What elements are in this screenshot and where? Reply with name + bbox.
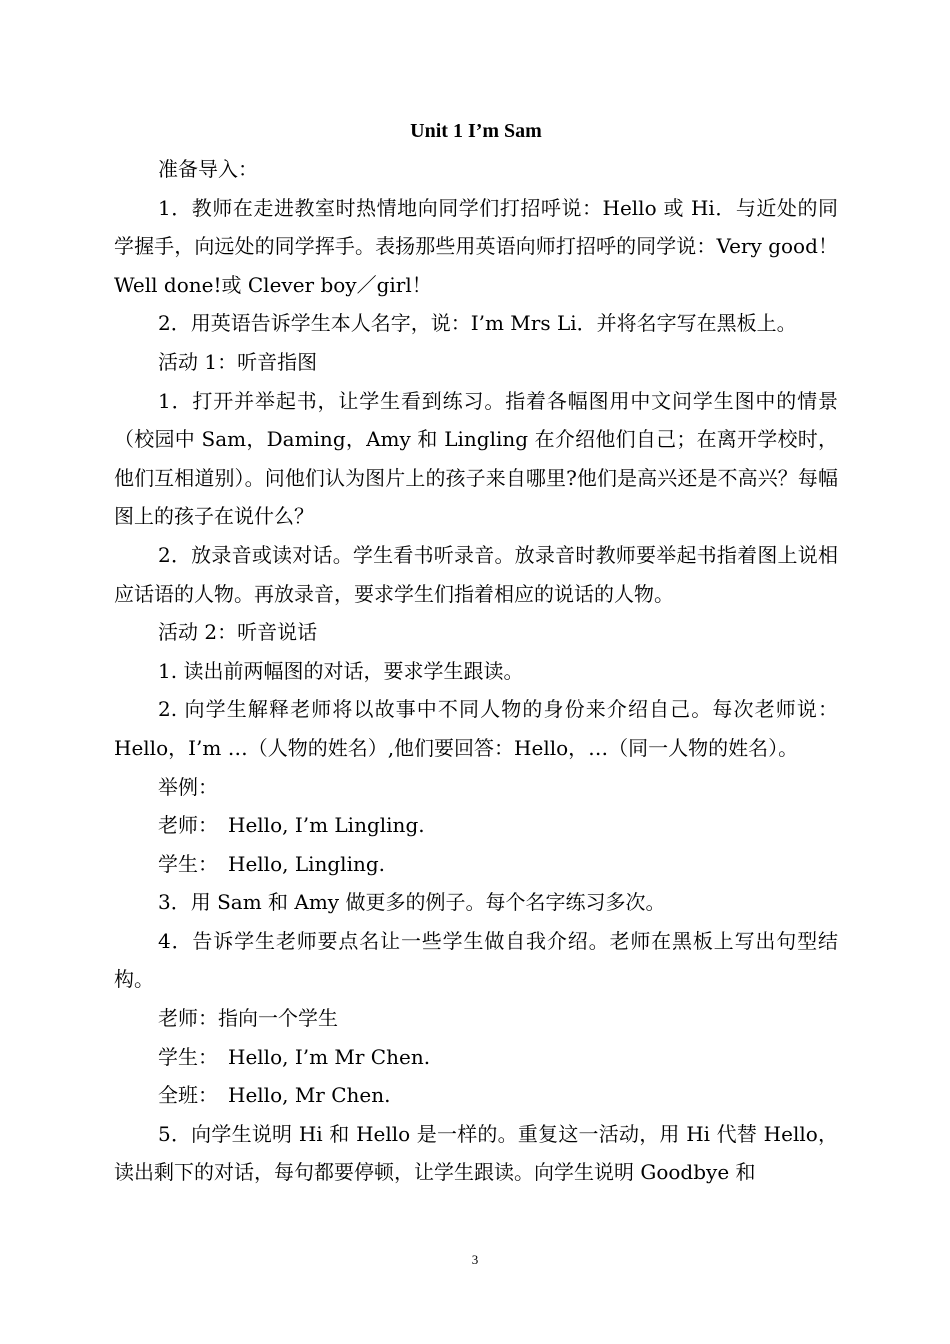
section-heading: 活动 2：听音说话 xyxy=(158,620,318,645)
dialogue-line: 老师： Hello, I’m Lingling. xyxy=(158,813,425,838)
paragraph: 1. 读出前两幅图的对话，要求学生跟读。 xyxy=(158,658,524,683)
paragraph: 2．用英语告诉学生本人名字，说：I’m Mrs Li．并将名字写在黑板上。 xyxy=(158,311,797,336)
paragraph: 举例： xyxy=(158,774,218,799)
paragraph: 5．向学生说明 Hi 和 Hello 是一样的。重复这一活动，用 Hi 代替 Hello，读出剩下的对话，每句都要停顿，让学生跟读。向学生说明 Goodbye 和 xyxy=(114,1121,838,1185)
paragraph: 4．告诉学生老师要点名让一些学生做自我介绍。老师在黑板上写出句型结构。 xyxy=(114,928,838,992)
paragraph: 2．放录音或读对话。学生看书听录音。放录音时教师要举起书指着图上说相应话语的人物。再放录音，要求学生们指着相应的说话的人物。 xyxy=(114,542,838,606)
paragraph: 1．教师在走进教室时热情地向同学们打招呼说：Hello 或 Hi．与近处的同学握手，向远处的同学挥手。表扬那些用英语向师打招呼的同学说：Very good！ Well done!或 Clever boy／girl！ xyxy=(114,195,838,297)
paragraph: 准备导入： xyxy=(158,157,258,181)
dialogue-line: 学生： Hello, Lingling. xyxy=(158,851,386,876)
paragraph: 2. 向学生解释老师将以故事中不同人物的身份来介绍自己。每次老师说：Hello，I’m …（人物的姓名）,他们要回答：Hello，…（同一人物的姓名）。 xyxy=(114,697,838,760)
paragraph: 1．打开并举起书，让学生看到练习。指着各幅图用中文问学生图中的情景（校园中 Sam，Daming，Amy 和 Lingling 在介绍他们自己；在离开学校时，他们互相道别）。问他们认为图片上的孩子来自哪里?他们是高兴还是不高兴？每幅图上的孩子在说什么？ xyxy=(114,388,838,529)
document-title: Unit 1 I’m Sam xyxy=(410,120,542,142)
dialogue-line: 老师：指向一个学生 xyxy=(158,1006,338,1031)
dialogue-line: 全班： Hello, Mr Chen. xyxy=(158,1083,391,1108)
page-number: 3 xyxy=(471,1252,479,1267)
paragraph: 3．用 Sam 和 Amy 做更多的例子。每个名字练习多次。 xyxy=(158,890,666,915)
document-body xyxy=(114,116,838,1192)
dialogue-line: 学生： Hello, I’m Mr Chen. xyxy=(158,1044,431,1069)
section-heading: 活动 1：听音指图 xyxy=(158,349,318,374)
